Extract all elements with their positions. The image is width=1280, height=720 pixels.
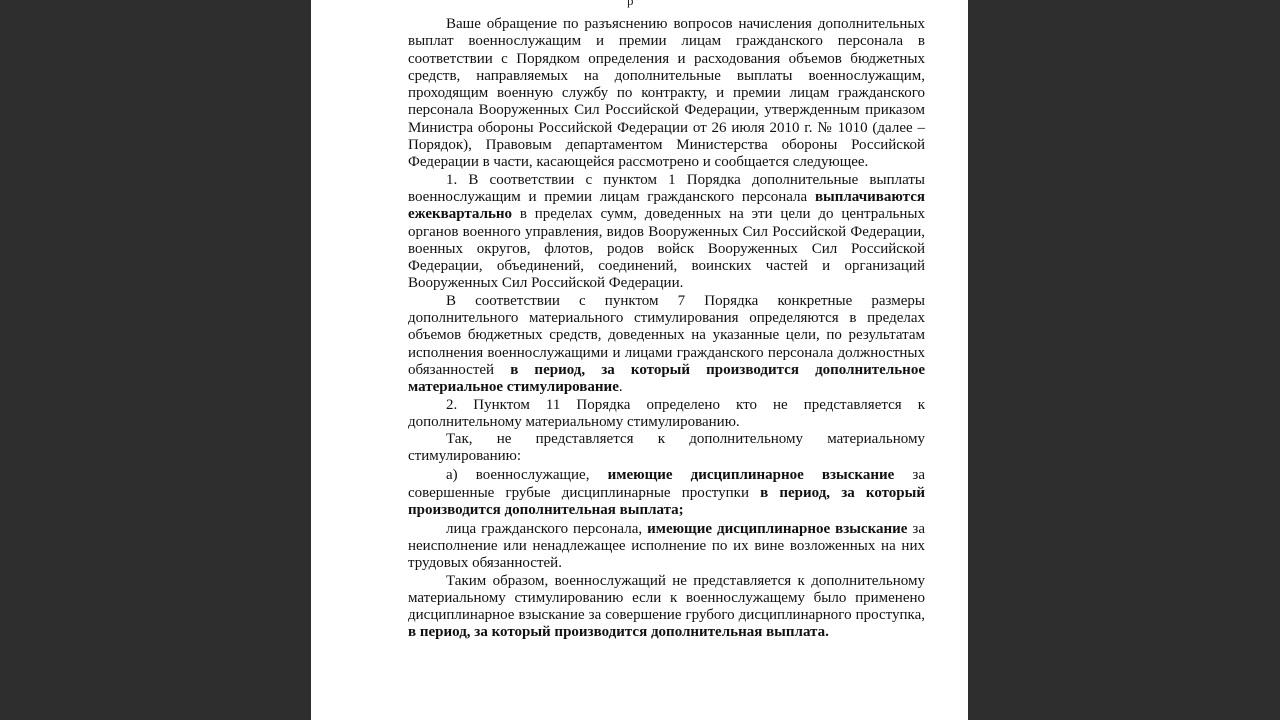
text-segment: а) военнослужащие, (446, 467, 608, 484)
paragraph (408, 172, 925, 293)
text-segment: Ваше обращение по разъяснению вопросов начисления дополнительных выплат военнослужащим и премии лицам гражданского персонала в соответствии с Порядком определения и расходования объемов бюджетных средств, направляемых на дополнительные выплаты военнослужащим, проходящим военную службу по контракту, и премии лицам гражданского персонала Вооруженных Сил Российской Федерации, утвержденным приказом Министра обороны Российской Федерации от 26 июля 2010 г. № 1010 (далее – Порядок), Правовым департаментом Министерства обороны Российской Федерации в части, касающейся рассмотрено и сообщается следующее. (408, 16, 925, 171)
bold-text-segment: выплачиваются ежеквартально (408, 188, 925, 223)
text-segment: 1. В соответствии с пунктом 1 Порядка дополнительные выплаты военнослужащим и премии лицам гражданского персонала (408, 171, 925, 205)
paragraph (408, 521, 925, 573)
paragraph (408, 573, 925, 642)
bold-text-segment: в период, за который производится дополнительная выплата; (408, 484, 925, 518)
bold-text-segment: имеющие дисциплинарное взыскание (647, 520, 908, 537)
bold-text-segment: имеющие дисциплинарное взыскание (607, 467, 895, 484)
text-segment: за совершенные грубые дисциплинарные проступки (408, 467, 925, 501)
text-segment: лица гражданского персонала, (446, 520, 648, 537)
document-body (408, 16, 925, 642)
text-segment: за неисполнение или ненадлежащее исполнение по их вине возложенных на них трудовых обязанностей. (408, 520, 925, 572)
paragraph (408, 431, 925, 466)
cut-off-header-fragment: р (627, 0, 634, 8)
paragraph (408, 293, 925, 397)
text-segment: В соответствии с пунктом 7 Порядка конкретные размеры дополнительного материального стимулирования определяются в пределах объемов бюджетных средств, доведенных на указанные цели, по результатам исполнения военнослужащими и лицами гражданского персонала должностных обязанностей (408, 292, 925, 378)
bold-text-segment: в период, за который производится дополнительное материальное стимулирование (408, 361, 925, 396)
paragraph (408, 467, 925, 519)
document-page (311, 0, 968, 720)
text-segment: в пределах сумм, доведенных на эти цели до центральных органов военного управления, видов Вооруженных Сил Российской Федерации, военных округов, флотов, родов войск Вооруженных Сил Российской Федерации, объединений, соединений, воинских частей и организаций Вооруженных Сил Российской Федерации. (408, 206, 925, 292)
paragraph (408, 16, 925, 172)
text-segment: Таким образом, военнослужащий не представляется к дополнительному материальному стимулированию если к военнослужащему было применено дисциплинарное взыскание за совершение грубого дисциплинарного проступка, (408, 572, 925, 624)
text-segment: 2. Пунктом 11 Порядка определено кто не представляется к дополнительному материальному стимулированию. (408, 396, 925, 430)
paragraph (408, 397, 925, 432)
text-segment: . (618, 379, 623, 396)
bold-text-segment: в период, за который производится дополнительная выплата. (408, 624, 829, 641)
text-segment: Так, не представляется к дополнительному материальному стимулированию: (408, 431, 925, 465)
